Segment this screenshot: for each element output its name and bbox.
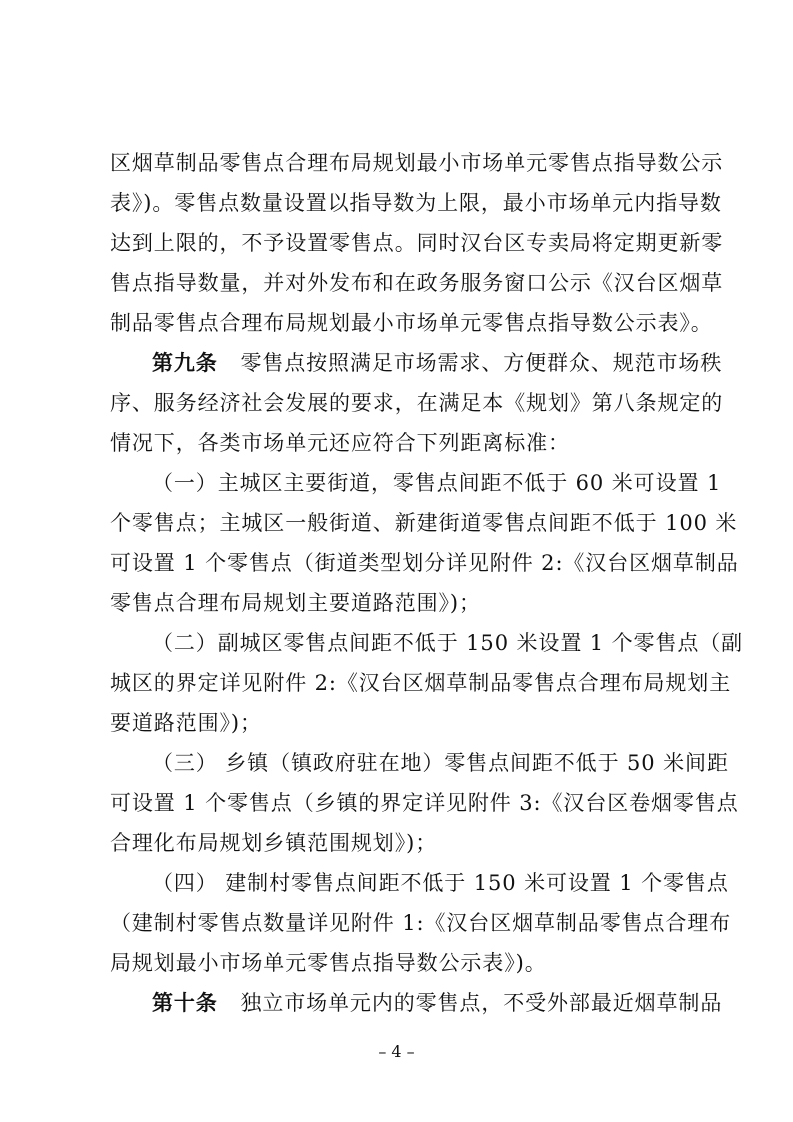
article-9-heading: 第九条	[152, 350, 218, 375]
item-4-start: （四） 建制村零售点间距不低于 150 米可设置 1 个零售点	[152, 871, 729, 895]
item-1-start: （一）主城区主要街道，零售点间距不低于 60 米可设置 1	[152, 471, 722, 495]
article-10-text: 独立市场单元内的零售点，不受外部最近烟草制品	[240, 991, 723, 1015]
text-line: 个零售点；主城区一般街道、新建街道零售点间距不低于 100 米	[110, 511, 738, 535]
article-9-line	[152, 348, 723, 378]
text-line: 区烟草制品零售点合理布局规划最小市场单元零售点指导数公示	[110, 151, 724, 175]
page-number: – 4 –	[378, 1042, 415, 1061]
item-2-start: （二）副城区零售点间距不低于 150 米设置 1 个零售点（副	[152, 631, 744, 655]
text-line: （建制村零售点数量详见附件 1:《汉台区烟草制品零售点合理布	[110, 911, 732, 935]
text-line: 表》)。零售点数量设置以指导数为上限，最小市场单元内指导数	[110, 191, 722, 215]
text-line: 城区的界定详见附件 2:《汉台区烟草制品零售点合理布局规划主	[110, 671, 732, 695]
article-10-line	[152, 988, 723, 1018]
text-line: 可设置 1 个零售点（乡镇的界定详见附件 3:《汉台区卷烟零售点	[110, 791, 739, 815]
text-line: 局规划最小市场单元零售点指导数公示表》)。	[110, 951, 547, 975]
text-line: 达到上限的，不予设置零售点。同时汉台区专卖局将定期更新零	[110, 231, 724, 255]
text-line: 售点指导数量，并对外发布和在政务服务窗口公示《汉台区烟草	[110, 271, 724, 295]
article-10-heading: 第十条	[152, 990, 218, 1015]
article-9-gap	[218, 351, 241, 375]
text-line: 情况下，各类市场单元还应符合下列距离标准：	[110, 431, 570, 455]
article-9-text: 零售点按照满足市场需求、方便群众、规范市场秩	[240, 351, 723, 375]
article-10-gap	[218, 991, 241, 1015]
text-line: 序、服务经济社会发展的要求，在满足本《规划》第八条规定的	[110, 391, 724, 415]
item-3-start: （三） 乡镇（镇政府驻在地）零售点间距不低于 50 米间距	[152, 751, 729, 775]
text-line: 可设置 1 个零售点（街道类型划分详见附件 2:《汉台区烟草制品	[110, 551, 739, 575]
text-line: 要道路范围》)；	[110, 711, 262, 735]
text-line: 合理化布局规划乡镇范围规划》)；	[110, 831, 438, 855]
text-line: 零售点合理布局规划主要道路范围》)；	[110, 591, 481, 615]
text-line: 制品零售点合理布局规划最小市场单元零售点指导数公示表》。	[110, 311, 713, 335]
